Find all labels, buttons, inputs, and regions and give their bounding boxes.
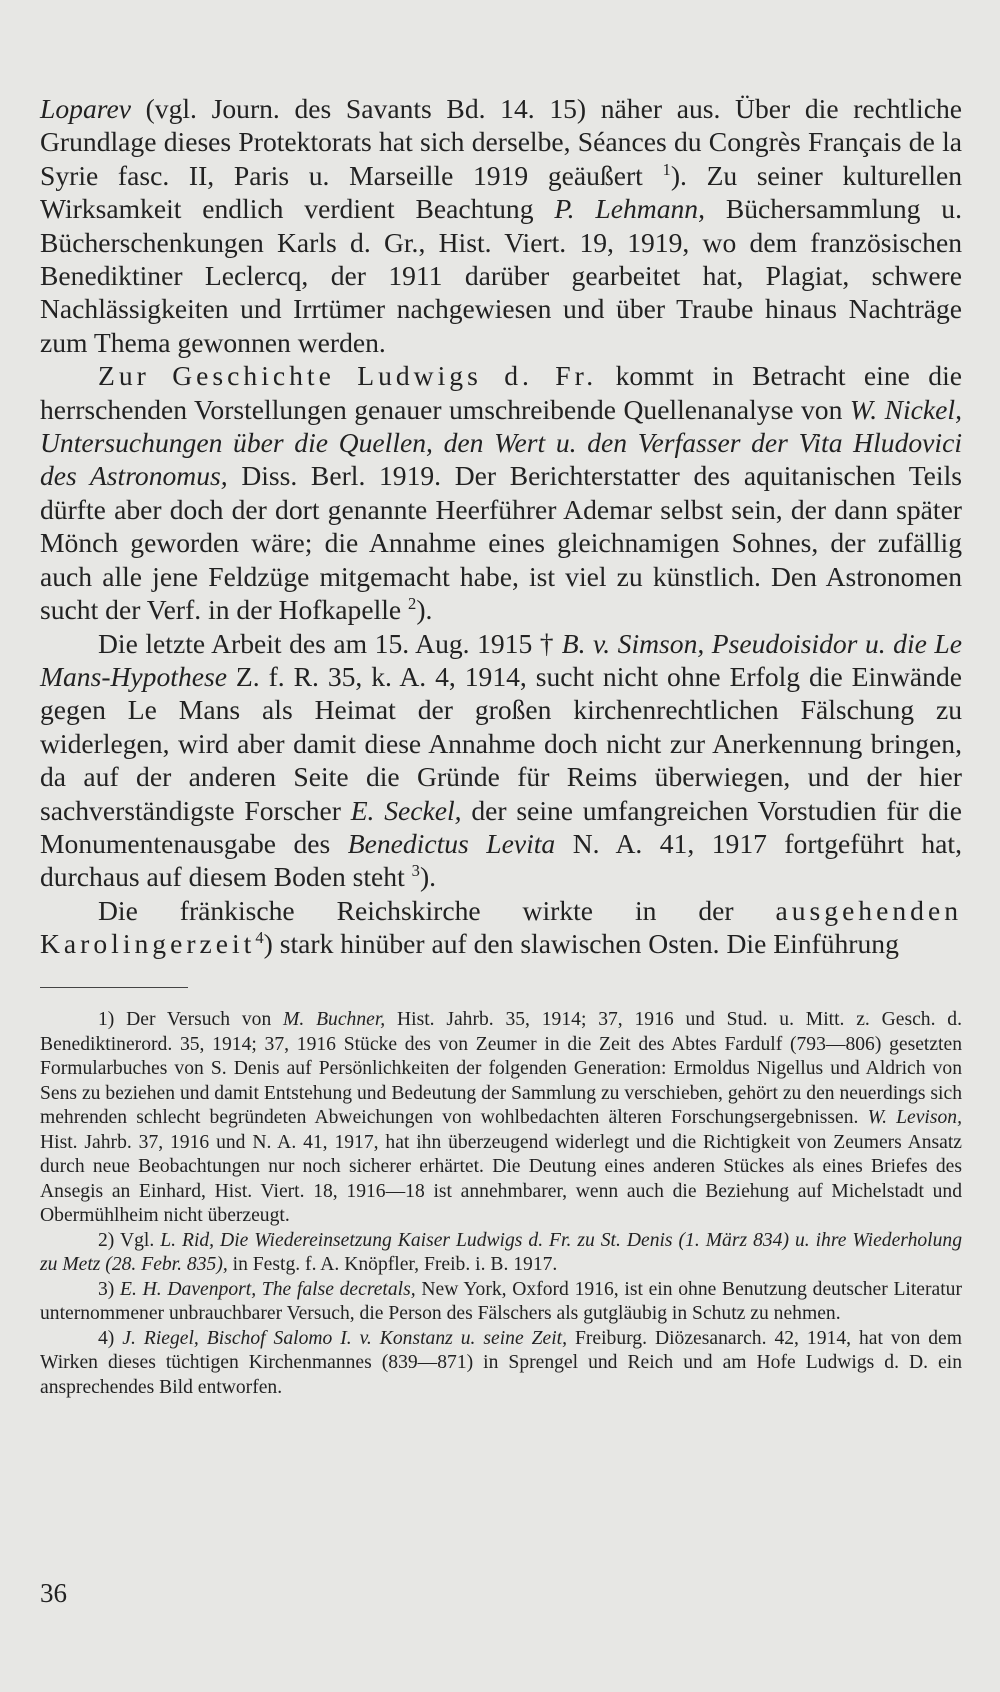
footnote-ref: 4	[255, 927, 264, 947]
italic-span: W. Levison,	[867, 1107, 962, 1128]
italic-span: M. Buchner,	[283, 1009, 386, 1030]
footnote-separator	[40, 987, 188, 988]
footnote-ref: 3	[411, 861, 420, 881]
text-run: Diss. Berl. 1919. Der Berichterstatter des aquitanischen Teils dürfte aber doch der dort genannte Heerführer Ademar selbst sein, der dann später Mönch geworden wäre; die Annahme eines gleichnamigen Sohnes, der zufällig auch alle jene Feldzüge mitgemacht habe, ist viel zu künstlich. Den Astronomen sucht der Verf. in der Hofkapelle	[40, 460, 962, 626]
text-run: Hist. Jahrb. 35, 1914; 37, 1916 und Stud. u. Mitt. z. Gesch. d. Benediktinerord. 35, 1914; 37, 1916 Stücke des von Zeumer in die Zeit des Abtes Fardulf (793—806) gesetzten Formularbuches von S. Denis auf Persönlichkeiten der folgenden Generation: Ermoldus Nigellus und Aldrich von Sens zu beziehen und damit Entstehung und Bedeutung der Sammlung zu verschieben, gehört zu den neuerdings sich mehrenden schlecht begründeten Abweichungen von wohlbedachten älteren Forschungsergebnissen.	[40, 1009, 962, 1128]
text-run: ).	[416, 594, 433, 626]
paragraph-1	[40, 92, 962, 359]
text-run: 4)	[98, 1327, 123, 1349]
italic-span: Loparev	[40, 93, 131, 124]
italic-span: P. Lehmann,	[554, 193, 705, 225]
text-run: Die letzte Arbeit des am 15. Aug. 1915 †	[98, 627, 562, 659]
text-run: 3)	[98, 1278, 121, 1300]
italic-span: L. Rid, Die Wiedereinsetzung Kaiser Ludwigs d. Fr. zu St. Denis (1. März 834) u. ihre Wiederholung zu Metz (28. Febr. 835),	[40, 1229, 962, 1275]
paragraph-4	[40, 894, 962, 961]
italic-span: E. Seckel,	[350, 794, 462, 826]
page-number: 36	[40, 1578, 67, 1608]
text-run: Freiburg. Diözesanarch. 42, 1914, hat von dem Wirken dieses tüchtigen Kirchenmannes (839—871) in Sprengel und Reich und am Hofe Ludwigs d. D. ein ansprechendes Bild entworfen.	[40, 1327, 962, 1398]
text-run: (vgl. Journ. des Savants Bd. 14. 15) näher aus. Über die rechtliche Grundlage dieses Protektorats hat sich derselbe, Séances du Congrès Français de la Syrie fasc. II, Paris u. Marseille 1919 geäußert	[40, 93, 962, 191]
main-text	[40, 92, 962, 961]
footnote-ref: 2	[408, 593, 417, 613]
text-run: New York, Oxford 1916, ist ein ohne Benutzung deutscher Literatur unternommener unbrauchbarer Versuch, die Person des Fälschers als gutgläubig in Schutz zu nehmen.	[40, 1278, 962, 1324]
text-run: ). Zu seiner kulturellen Wirksamkeit endlich verdient Beachtung	[40, 159, 963, 225]
text-run: Hist. Jahrb. 37, 1916 und N. A. 41, 1917, hat ihn überzeugend widerlegt und die Richtigkeit von Zeumers Ansatz durch neue Beobachtungen nur noch sicherer erhärtet. Die Deutung eines anderen Stückes als eines Briefes des Ansegis an Einhard, Hist. Viert. 18, 1916—18 ist annehmbarer, wenn auch die Beziehung auf Michelstadt und Obermühlheim nicht überzeugt.	[40, 1131, 962, 1226]
italic-span: W. Nickel, Untersuchungen über die Quellen, den Wert u. den Verfasser der Vita Hludovici des Astronomus,	[40, 393, 962, 492]
italic-span: E. H. Davenport, The false decretals,	[120, 1278, 416, 1300]
paragraph-2	[40, 359, 962, 626]
footnote-3	[40, 1278, 962, 1327]
text-run: ).	[419, 861, 437, 893]
text-run: 1) Der Versuch von	[98, 1009, 284, 1030]
footnote-ref: 1	[662, 159, 671, 179]
text-run: Die fränkische Reichskirche wirkte in der	[98, 894, 776, 926]
text-run: N. A. 41, 1917 fortgeführt hat, durchaus auf diesem Boden steht	[40, 827, 962, 893]
text-run: Büchersammlung u. Bücherschenkungen Karls d. Gr., Hist. Viert. 19, 1919, wo dem französischen Benediktiner Leclercq, der 1911 darüber gearbeitet hat, Plagiat, schwere Nachlässigkeiten und Irrtümer nachgewiesen und über Traube hinaus Nachträge zum Thema gewonnen werden.	[40, 193, 963, 358]
footnote-1	[40, 1008, 962, 1229]
footnote-4	[40, 1327, 962, 1401]
text-run: 2) Vgl.	[98, 1229, 161, 1251]
text-run: der seine umfangreichen Vorstudien für die Monumentenausgabe des	[40, 794, 962, 859]
text-run: kommt in Betracht eine die herrschenden Vorstellungen genauer umschreibende Quellenanalyse von	[40, 360, 963, 425]
paragraph-3	[40, 627, 962, 894]
italic-span: B. v. Simson, Pseudoisidor u. die Le Mans-Hypothese	[40, 627, 962, 692]
text-run: Z. f. R. 35, k. A. 4, 1914, sucht nicht ohne Erfolg die Einwände gegen Le Mans als Heimat der großen kirchenrechtlichen Fälschung zu widerlegen, wird aber damit diese Annahme doch nicht zur Anerkennung bringen, da auf der anderen Seite die Gründe für Reims überwiegen, und der hier sachverständigste Forscher	[40, 660, 962, 826]
spaced-emphasis: ausgehenden Karolingerzeit	[40, 894, 962, 960]
footnote-2	[40, 1229, 962, 1278]
text-run: in Festg. f. A. Knöpfler, Freib. i. B. 1917.	[227, 1254, 558, 1275]
footnotes	[40, 1008, 962, 1400]
spaced-emphasis: Zur Geschichte Ludwigs d. Fr.	[98, 360, 598, 392]
italic-span: J. Riegel, Bischof Salomo I. v. Konstanz u. seine Zeit,	[122, 1327, 567, 1349]
text-run: ) stark hinüber auf den slawischen Osten. Die Einführung	[263, 928, 899, 960]
italic-span: Benedictus Levita	[347, 827, 556, 859]
